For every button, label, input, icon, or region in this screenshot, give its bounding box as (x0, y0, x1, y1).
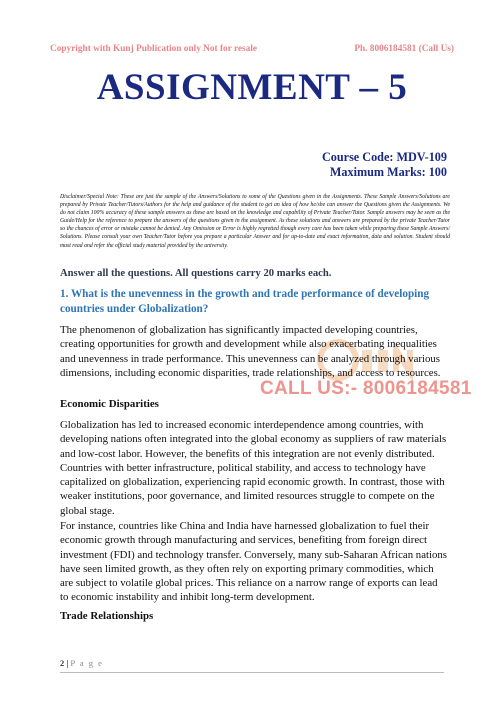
page-footer (60, 658, 103, 668)
footer-divider (60, 672, 444, 673)
phone-text: Ph. 8006184581 (Call Us) (354, 44, 454, 54)
heading-economic-disparities: Economic Disparities (60, 398, 159, 410)
footer-separator: | (66, 658, 69, 668)
intro-paragraph: The phenomenon of globalization has significantly impacted developing countries, creating opportunities for growth and development while also exacerbating inequalities and unevenness in trade performance. This unevenness can be analyzed through various dimensions, including economic disparities, trade relationships, and access to resources. (60, 324, 441, 379)
page-number: 2 (60, 658, 65, 668)
copyright-header (50, 44, 454, 54)
disparities-paragraph-1: Globalization has led to increased economic interdependence among countries, with developing nations often integrated into the global economy as suppliers of raw materials and low-cost labor. However, the benefits of this integration are not evenly distributed. Countries with better infrastructure, political stability, and access to technology have capitalized on globalization, experiencing rapid economic growth. In contrast, those with weaker institutions, poor governance, and limited resources struggle to compete on the global stage. (60, 419, 447, 517)
heading-trade-relationships: Trade Relationships (60, 610, 154, 622)
call-us-watermark: CALL US:- 8006184581 (260, 378, 472, 399)
question-heading: 1. What is the unevenness in the growth and trade performance of developing countries under Globalization? (60, 288, 430, 315)
page-word: P a g e (70, 658, 104, 668)
course-code: Course Code: MDV-109 (321, 150, 447, 164)
course-info (322, 150, 447, 180)
disparities-paragraph-2: For instance, countries like China and India have harnessed globalization to fuel their economic growth through manufacturing and services, benefiting from foreign direct investment (FDI) and technology transfer. Conversely, many sub-Saharan African nations have seen limited growth, as they often rely on exporting primary commodities, which are subject to volatile global prices. This reliance on a narrow range of exports can lead to economic instability and inhibit long-term development. (60, 520, 447, 604)
instructions: Answer all the questions. All questions carry 20 marks each. (60, 268, 332, 279)
assignment-title: ASSIGNMENT – 5 (96, 67, 408, 108)
disclaimer-note: Disclaimer/Special Note: These are just the sample of the Answers/Solutions to some of the Questions given in the Assignments. These Sample Answers/Solutions are prepared by Private Teacher/Tutors/Authors for the help and guidance of the student to get an idea of how he/she can answer the Questions given the Assignments. We do not claim 100% accuracy of these sample answers as these are based on the knowledge and capability of Private Teacher/Tutor. Sample answers may be seen as the Guide/Help for the reference to prepare the answers of the questions given in the assignment. As these solutions and answers are prepared by the private Teacher/Tutor so the chances of error or mistake cannot be denied. Any Omission or Error is highly regretted though every care has been taken while preparing these Sample Answers/ Solutions. Please consult your own Teacher/Tutor before you prepare a particular Answer and for up-to-date and exact information, data and solution. Student should must read and refer the official study material provided by the university. (60, 194, 450, 249)
maximum-marks: Maximum Marks: 100 (329, 165, 447, 179)
copyright-text: Copyright with Kunj Publication only Not for resale (50, 44, 258, 54)
